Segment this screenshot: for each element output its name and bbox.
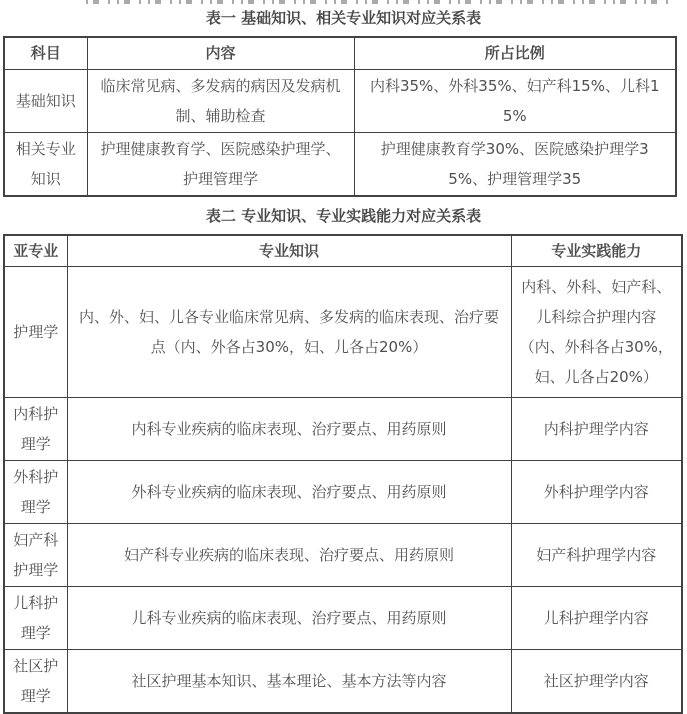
table1-row1-content: 临床常见病、多发病的病因及发病机制、辅助检查 xyxy=(87,69,354,132)
table2-row2-practice: 内科护理学内容 xyxy=(511,398,682,461)
table2-header-knowledge: 专业知识 xyxy=(67,235,511,267)
table1-row2-subject: 相关专业知识 xyxy=(4,132,87,196)
table1-header-content: 内容 xyxy=(87,37,354,69)
table1-header-subject: 科目 xyxy=(4,37,87,69)
table1-row1-subject: 基础知识 xyxy=(4,69,87,132)
table2-row3-subspecialty: 外科护理学 xyxy=(4,461,67,524)
table1 xyxy=(3,36,677,197)
table2-header-row xyxy=(4,235,682,267)
table2-row6-knowledge: 社区护理基本知识、基本理论、基本方法等内容 xyxy=(67,650,511,714)
table2-row2-knowledge: 内科专业疾病的临床表现、治疗要点、用药原则 xyxy=(67,398,511,461)
table-row xyxy=(4,267,682,398)
table2-row1-practice: 内科、外科、妇产科、儿科综合护理内容（内、外科各占30%，妇、儿各占20%） xyxy=(511,267,682,398)
table2-header-practice: 专业实践能力 xyxy=(511,235,682,267)
table2-row5-subspecialty: 儿科护理学 xyxy=(4,587,67,650)
table-row xyxy=(4,587,682,650)
table2-row6-subspecialty: 社区护理学 xyxy=(4,650,67,714)
table2-row2-subspecialty: 内科护理学 xyxy=(4,398,67,461)
table1-row2-content: 护理健康教育学、医院感染护理学、护理管理学 xyxy=(87,132,354,196)
table2-row6-practice: 社区护理学内容 xyxy=(511,650,682,714)
table-row xyxy=(4,524,682,587)
table2-row3-practice: 外科护理学内容 xyxy=(511,461,682,524)
table-row xyxy=(4,398,682,461)
table-row xyxy=(4,132,676,196)
table2-row5-knowledge: 儿科专业疾病的临床表现、治疗要点、用药原则 xyxy=(67,587,511,650)
table1-header-row xyxy=(4,37,676,69)
table1-row1-proportion: 内科35%、外科35%、妇产科15%、儿科15% xyxy=(354,69,676,132)
table2-row5-practice: 儿科护理学内容 xyxy=(511,587,682,650)
table1-title: 表一 基础知识、相关专业知识对应关系表 xyxy=(0,0,687,29)
clipped-text-remnant xyxy=(86,0,672,4)
table2-row4-subspecialty: 妇产科护理学 xyxy=(4,524,67,587)
table2 xyxy=(3,234,683,714)
table2-row1-subspecialty: 护理学 xyxy=(4,267,67,398)
table2-row4-practice: 妇产科护理学内容 xyxy=(511,524,682,587)
table2-title: 表二 专业知识、专业实践能力对应关系表 xyxy=(0,197,687,227)
table-row xyxy=(4,650,682,714)
table-row xyxy=(4,69,676,132)
table2-header-subspecialty: 亚专业 xyxy=(4,235,67,267)
table1-row2-proportion: 护理健康教育学30%、医院感染护理学35%、护理管理学35 xyxy=(354,132,676,196)
table2-row3-knowledge: 外科专业疾病的临床表现、治疗要点、用药原则 xyxy=(67,461,511,524)
table-row xyxy=(4,461,682,524)
table1-header-proportion: 所占比例 xyxy=(354,37,676,69)
table2-row4-knowledge: 妇产科专业疾病的临床表现、治疗要点、用药原则 xyxy=(67,524,511,587)
table2-row1-knowledge: 内、外、妇、儿各专业临床常见病、多发病的临床表现、治疗要点（内、外各占30%，妇、儿各占20%） xyxy=(67,267,511,398)
